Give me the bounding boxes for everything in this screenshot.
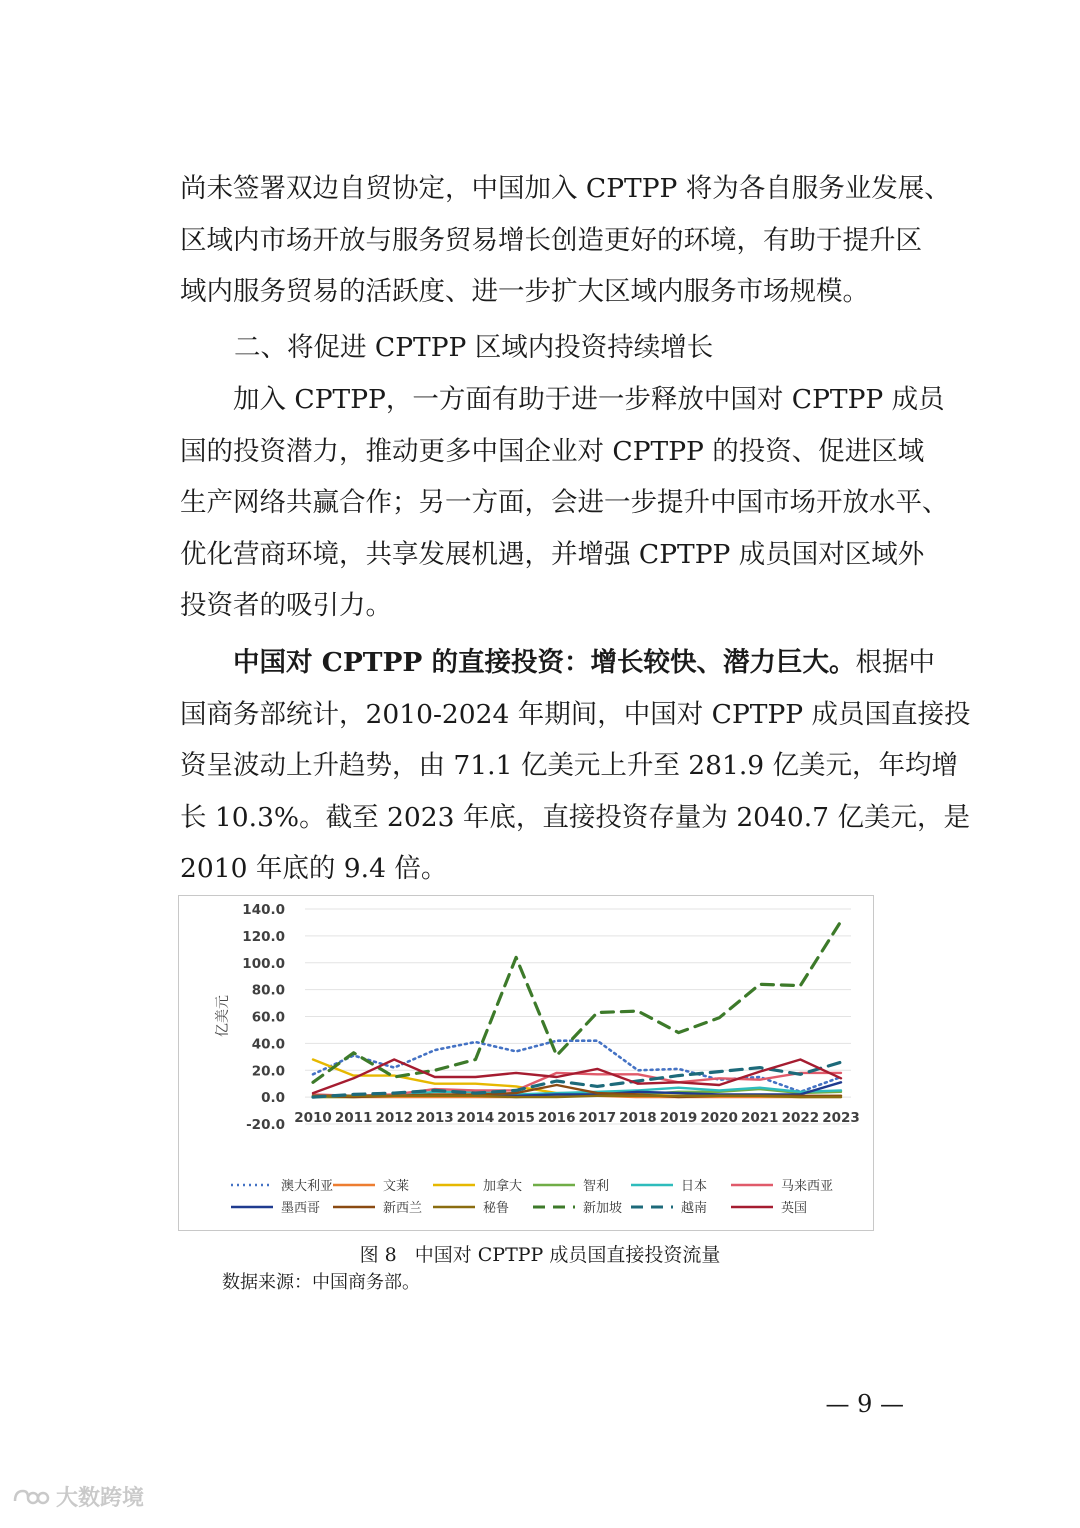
watermark-text: 大数跨境 (56, 1486, 145, 1511)
x-tick-label: 2016 (537, 1110, 576, 1127)
y-tick-label: 80.0 (251, 982, 285, 999)
paragraph-lead-rest: 根据中 (855, 647, 936, 678)
page-number: — 9 — (825, 1390, 904, 1418)
paragraph-line: 区域内市场开放与服务贸易增长创造更好的环境，有助于提升区 (180, 224, 922, 256)
x-tick-label: 2019 (659, 1110, 698, 1127)
y-tick-label: 40.0 (251, 1036, 285, 1053)
y-tick-label: 20.0 (251, 1063, 285, 1080)
watermark (12, 1481, 144, 1512)
x-tick-label: 2023 (822, 1110, 860, 1127)
y-tick-label: 140.0 (242, 902, 285, 918)
paragraph-line: 域内服务贸易的活跃度、进一步扩大区域内服务市场规模。 (180, 276, 869, 307)
legend-label: 文莱 (383, 1179, 410, 1194)
figure-caption (0, 1240, 1080, 1270)
paragraph-line: 加入 CPTPP，一方面有助于进一步释放中国对 CPTPP 成员 (233, 384, 945, 415)
paragraph-line: 长 10.3%。截至 2023 年底，直接投资存量为 2040.7 亿美元，是 (180, 801, 970, 833)
legend-label: 英国 (781, 1201, 808, 1216)
x-tick-label: 2012 (375, 1110, 414, 1127)
paragraph-line: 投资者的吸引力。 (180, 590, 392, 621)
section-heading: 二、将促进 CPTPP 区域内投资持续增长 (234, 332, 714, 363)
series-line (313, 1096, 841, 1097)
paragraph-line: 资呈波动上升趋势，由 71.1 亿美元上升至 281.9 亿美元，年均增 (180, 750, 959, 781)
watermark-logo-icon (12, 1487, 50, 1507)
chart-figure (178, 895, 874, 1231)
legend-label: 新加坡 (583, 1201, 623, 1216)
y-axis-label: 亿美元 (215, 995, 231, 1037)
y-tick-label: 0.0 (261, 1090, 285, 1107)
y-tick-label: 100.0 (242, 955, 285, 972)
series-line (313, 921, 841, 1082)
x-tick-label: 2017 (578, 1110, 617, 1127)
y-tick-label: 120.0 (242, 928, 285, 945)
x-tick-label: 2013 (416, 1110, 454, 1127)
x-tick-label: 2011 (334, 1110, 373, 1127)
x-tick-label: 2014 (456, 1110, 495, 1127)
paragraph-3 (180, 637, 971, 895)
paragraph-line: 优化营商环境，共享发展机遇，并增强 CPTPP 成员国对区域外 (180, 538, 925, 570)
figure-number: 图 8 (359, 1244, 397, 1266)
x-tick-label: 2010 (294, 1110, 332, 1127)
paragraph-first-line (180, 637, 936, 689)
paragraph-2 (180, 374, 949, 632)
legend-label: 新西兰 (383, 1201, 423, 1216)
x-tick-label: 2020 (700, 1110, 738, 1127)
legend-label: 智利 (583, 1179, 610, 1194)
paragraph-1 (180, 163, 951, 318)
paragraph-line: 生产网络共赢合作；另一方面，会进一步提升中国市场开放水平、 (180, 487, 949, 518)
y-tick-label: 60.0 (251, 1009, 285, 1026)
investment-line-chart (179, 896, 873, 1230)
x-tick-label: 2022 (781, 1110, 820, 1127)
x-tick-label: 2015 (497, 1110, 535, 1127)
paragraph-lead-bold: 中国对 CPTPP 的直接投资：增长较快、潜力巨大。 (233, 647, 856, 678)
paragraph-line: 国商务部统计，2010-2024 年期间，中国对 CPTPP 成员国直接投 (180, 698, 971, 730)
paragraph-line: 2010 年底的 9.4 倍。 (180, 853, 448, 884)
legend-label: 澳大利亚 (281, 1179, 334, 1194)
legend-label: 墨西哥 (281, 1201, 321, 1216)
y-tick-label: -20.0 (246, 1117, 285, 1133)
paragraph-line: 国的投资潜力，推动更多中国企业对 CPTPP 的投资、促进区域 (180, 435, 925, 467)
legend-label: 加拿大 (483, 1179, 523, 1194)
legend-label: 日本 (681, 1179, 708, 1194)
data-source: 数据来源：中国商务部。 (222, 1272, 420, 1293)
paragraph-line: 尚未签署双边自贸协定，中国加入 CPTPP 将为各自服务业发展、 (180, 173, 951, 204)
x-tick-label: 2021 (740, 1110, 779, 1127)
figure-title: 中国对 CPTPP 成员国直接投资流量 (414, 1244, 721, 1266)
x-tick-label: 2018 (619, 1110, 657, 1127)
legend-label: 秘鲁 (483, 1201, 510, 1216)
legend-label: 马来西亚 (781, 1179, 834, 1194)
legend-label: 越南 (681, 1201, 708, 1216)
